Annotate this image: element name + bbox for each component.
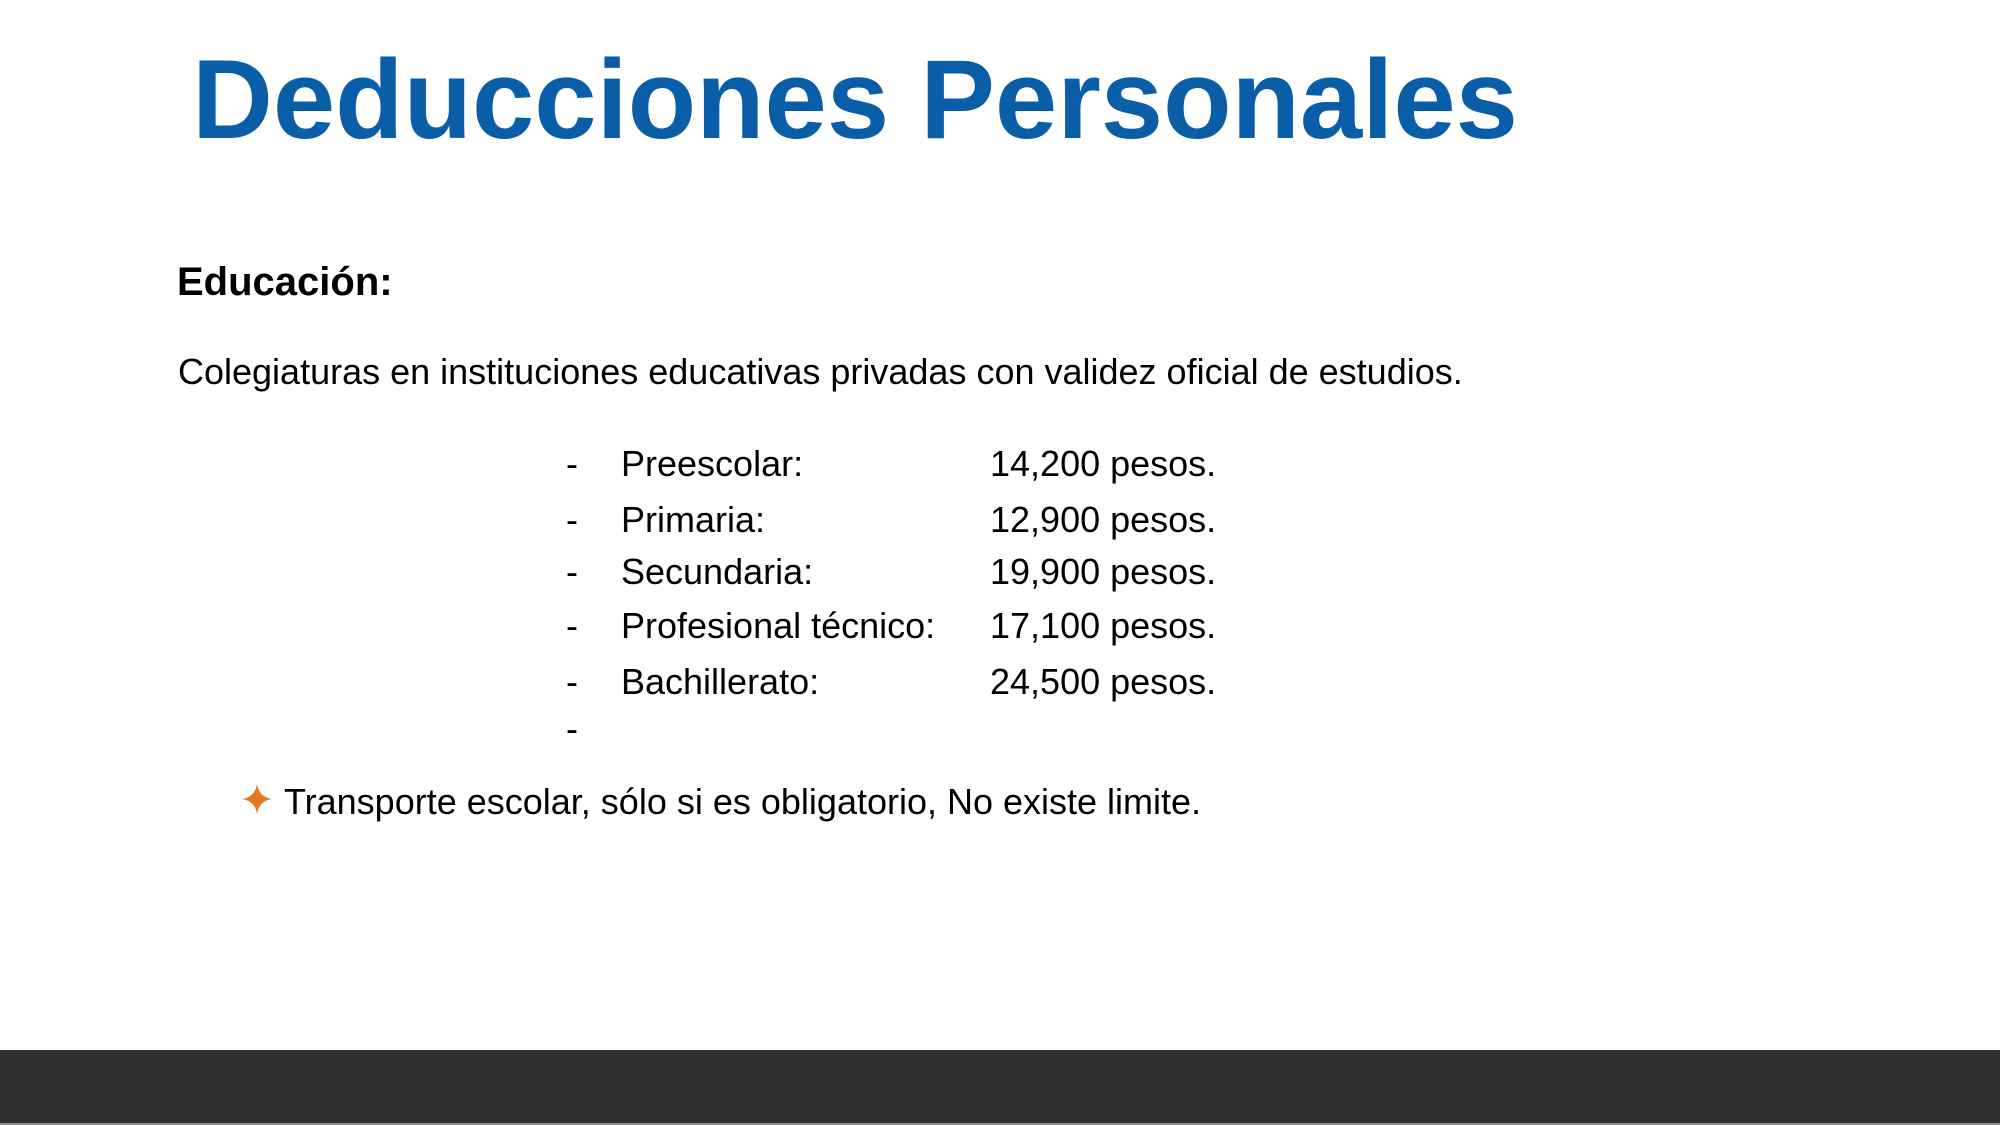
dash: - xyxy=(566,708,578,749)
list-item xyxy=(0,605,2000,645)
level-label: Secundaria: xyxy=(621,551,814,592)
intro-text: Colegiaturas en instituciones educativas privadas con validez oficial de estudios. xyxy=(178,351,1463,392)
list-item xyxy=(0,499,2000,539)
dash: - xyxy=(566,551,578,592)
section-heading: Educación: xyxy=(177,260,393,304)
level-label: Profesional técnico: xyxy=(621,605,936,646)
four-point-star-icon xyxy=(242,784,272,814)
level-label: Bachillerato: xyxy=(621,661,820,702)
page-title: Deducciones Personales xyxy=(192,37,1518,162)
level-label: Primaria: xyxy=(621,499,766,540)
level-label: Preescolar: xyxy=(621,443,804,484)
list-item xyxy=(0,708,2000,748)
bullet-text: Transporte escolar, sólo si es obligatorio, No existe limite. xyxy=(284,781,1202,822)
dash: - xyxy=(566,605,578,646)
level-value: 14,200 pesos. xyxy=(990,443,1217,484)
dash: - xyxy=(566,661,578,702)
level-value: 24,500 pesos. xyxy=(990,661,1217,702)
list-item xyxy=(0,551,2000,591)
list-item xyxy=(0,661,2000,701)
dash: - xyxy=(566,499,578,540)
level-value: 17,100 pesos. xyxy=(990,605,1217,646)
dash: - xyxy=(566,443,578,484)
footer-bar xyxy=(0,1050,2000,1123)
level-value: 12,900 pesos. xyxy=(990,499,1217,540)
list-item xyxy=(0,443,2000,483)
level-value: 19,900 pesos. xyxy=(990,551,1217,592)
